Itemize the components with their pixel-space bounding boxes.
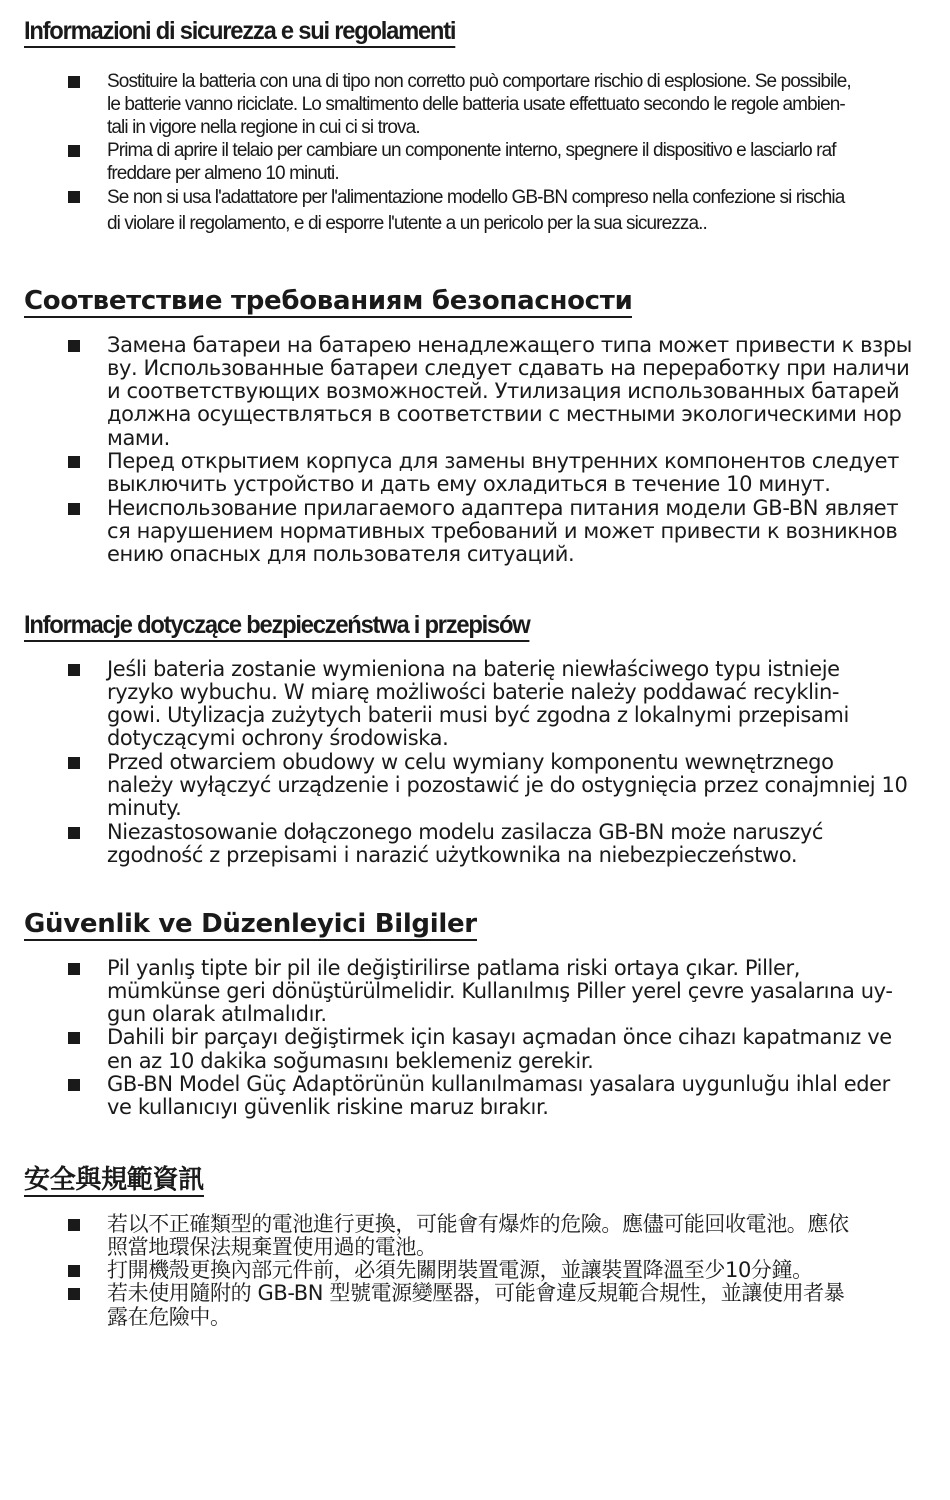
list-item — [0, 821, 950, 868]
bullet-list — [0, 70, 950, 237]
bullet-icon — [68, 827, 80, 839]
bullet-list — [0, 1213, 950, 1329]
bullet-icon — [68, 76, 80, 88]
list-item-text: Замена батареи на батарею ненадлежащего типа может привести к взры ву. Использованные батареи следует сдавать на переработку при наличи и соответствующих возможностей. Утилизация использованных батарей должна осуществляться в соответствии с местными экологическими нор мами. — [107, 332, 912, 450]
list-item — [0, 751, 950, 821]
list-item — [0, 957, 950, 1027]
list-item — [0, 1073, 950, 1120]
list-item-text: 若以不正確類型的電池進行更換，可能會有爆炸的危險。應儘可能回收電池。應依 照當地環保法規棄置使用過的電池。 — [107, 1211, 849, 1259]
bullet-icon — [68, 145, 80, 157]
bullet-icon — [68, 1032, 80, 1044]
list-item — [0, 334, 950, 450]
list-item-text: Jeśli bateria zostanie wymieniona na baterię niewłaściwego typu istnieje ryzyko wybuchu. W miarę możliwości baterie należy poddawać recyklin- gowi. Utylizacja zużytych baterii musi być zgodna z lokalnymi przepisami dotyczącymi ochrony środowiska. — [107, 656, 849, 751]
section-chinese — [0, 1166, 950, 1329]
bullet-list — [0, 658, 950, 868]
section-title: Informazioni di sicurezza e sui regolamenti — [24, 18, 455, 48]
list-item-text: Prima di aprire il telaio per cambiare un componente interno, spegnere il dispositivo e lasciarlo raf freddare per almeno 10 minuti. — [107, 139, 836, 184]
bullet-icon — [68, 191, 80, 203]
list-item-text: Sostituire la batteria con una di tipo non corretto può comportare rischio di esplosione. Se possibile, le batterie vanno riciclate. Lo smaltimento delle batteria usate effettuato secondo le regole ambien- tali in vigore nella regione in cui ci si trova. — [107, 70, 851, 138]
list-item-text: Перед открытием корпуса для замены внутренних компонентов следует выключить устройство и дать ему охладиться в течение 10 минут. — [107, 449, 899, 497]
section-title: Соответствие требованиям безопасности — [24, 286, 633, 316]
section-russian — [0, 287, 950, 567]
list-item-text: Неиспользование прилагаемого адаптера питания модели GB-BN являет ся нарушением нормативных требований и может привести к возникнов ению опасных для пользователя ситуаций. — [107, 495, 899, 567]
bullet-icon — [68, 456, 80, 468]
list-item-text: GB-BN Model Güç Adaptörünün kullanılmaması yasalara uygunluğu ihlal eder ve kullanıcıyı güvenlik riskine maruz bırakır. — [107, 1072, 890, 1120]
section-title: 安全與規範資訊 — [24, 1165, 204, 1195]
bullet-icon — [68, 340, 80, 352]
bullet-icon — [68, 1288, 80, 1300]
list-item-text: Se non si usa l'adattatore per l'alimentazione modello GB-BN compreso nella confezione si rischia di violare il regolamento, e di esporre l'utente a un pericolo per la sua sicurezza.. — [107, 186, 845, 234]
list-item-text: Niezastosowanie dołączonego modelu zasilacza GB-BN może naruszyć zgodność z przepisami i narazić użytkownika na niebezpieczeństwo. — [107, 819, 824, 867]
list-item-text: Dahili bir parçayı değiştirmek için kasayı açmadan önce cihazı kapatmanız ve en az 10 dakika soğumasını beklemeniz gerekir. — [107, 1025, 892, 1073]
list-item — [0, 1259, 950, 1282]
list-item — [0, 1213, 950, 1260]
bullet-icon — [68, 503, 80, 515]
list-item — [0, 139, 950, 185]
list-item-text: Przed otwarciem obudowy w celu wymiany komponentu wewnętrznego należy wyłączyć urządzenie i pozostawić je do ostygnięcia przez conajmniej 10 minuty. — [107, 749, 908, 821]
list-item — [0, 185, 950, 237]
bullet-icon — [68, 757, 80, 769]
section-polish — [0, 612, 950, 867]
list-item — [0, 497, 950, 567]
section-turkish — [0, 910, 950, 1120]
section-title: Informacje dotyczące bezpieczeństwa i przepisów — [24, 612, 530, 642]
list-item — [0, 1026, 950, 1073]
list-item-text: Pil yanlış tipte bir pil ile değiştirilirse patlama riski ortaya çıkar. Piller, mümkünse geri dönüştürülmelidir. Kullanılmış Piller yerel çevre yasalarına uy- gun olarak atılmalıdır. — [107, 955, 893, 1027]
bullet-list — [0, 334, 950, 567]
bullet-icon — [68, 963, 80, 975]
list-item-text: 若未使用隨附的 GB-BN 型號電源變壓器，可能會違反規範合規性，並讓使用者暴 露在危險中。 — [107, 1281, 845, 1329]
bullet-icon — [68, 1219, 80, 1231]
bullet-icon — [68, 664, 80, 676]
section-italian — [0, 18, 950, 237]
list-item — [0, 450, 950, 497]
bullet-icon — [68, 1079, 80, 1091]
list-item — [0, 1282, 950, 1329]
section-title: Güvenlik ve Düzenleyici Bilgiler — [24, 909, 477, 939]
bullet-icon — [68, 1265, 80, 1277]
list-item — [0, 658, 950, 751]
bullet-list — [0, 957, 950, 1120]
list-item — [0, 70, 950, 139]
list-item-text: 打開機殼更換內部元件前，必須先關閉裝置電源，並讓裝置降溫至少10分鐘。 — [107, 1258, 813, 1283]
